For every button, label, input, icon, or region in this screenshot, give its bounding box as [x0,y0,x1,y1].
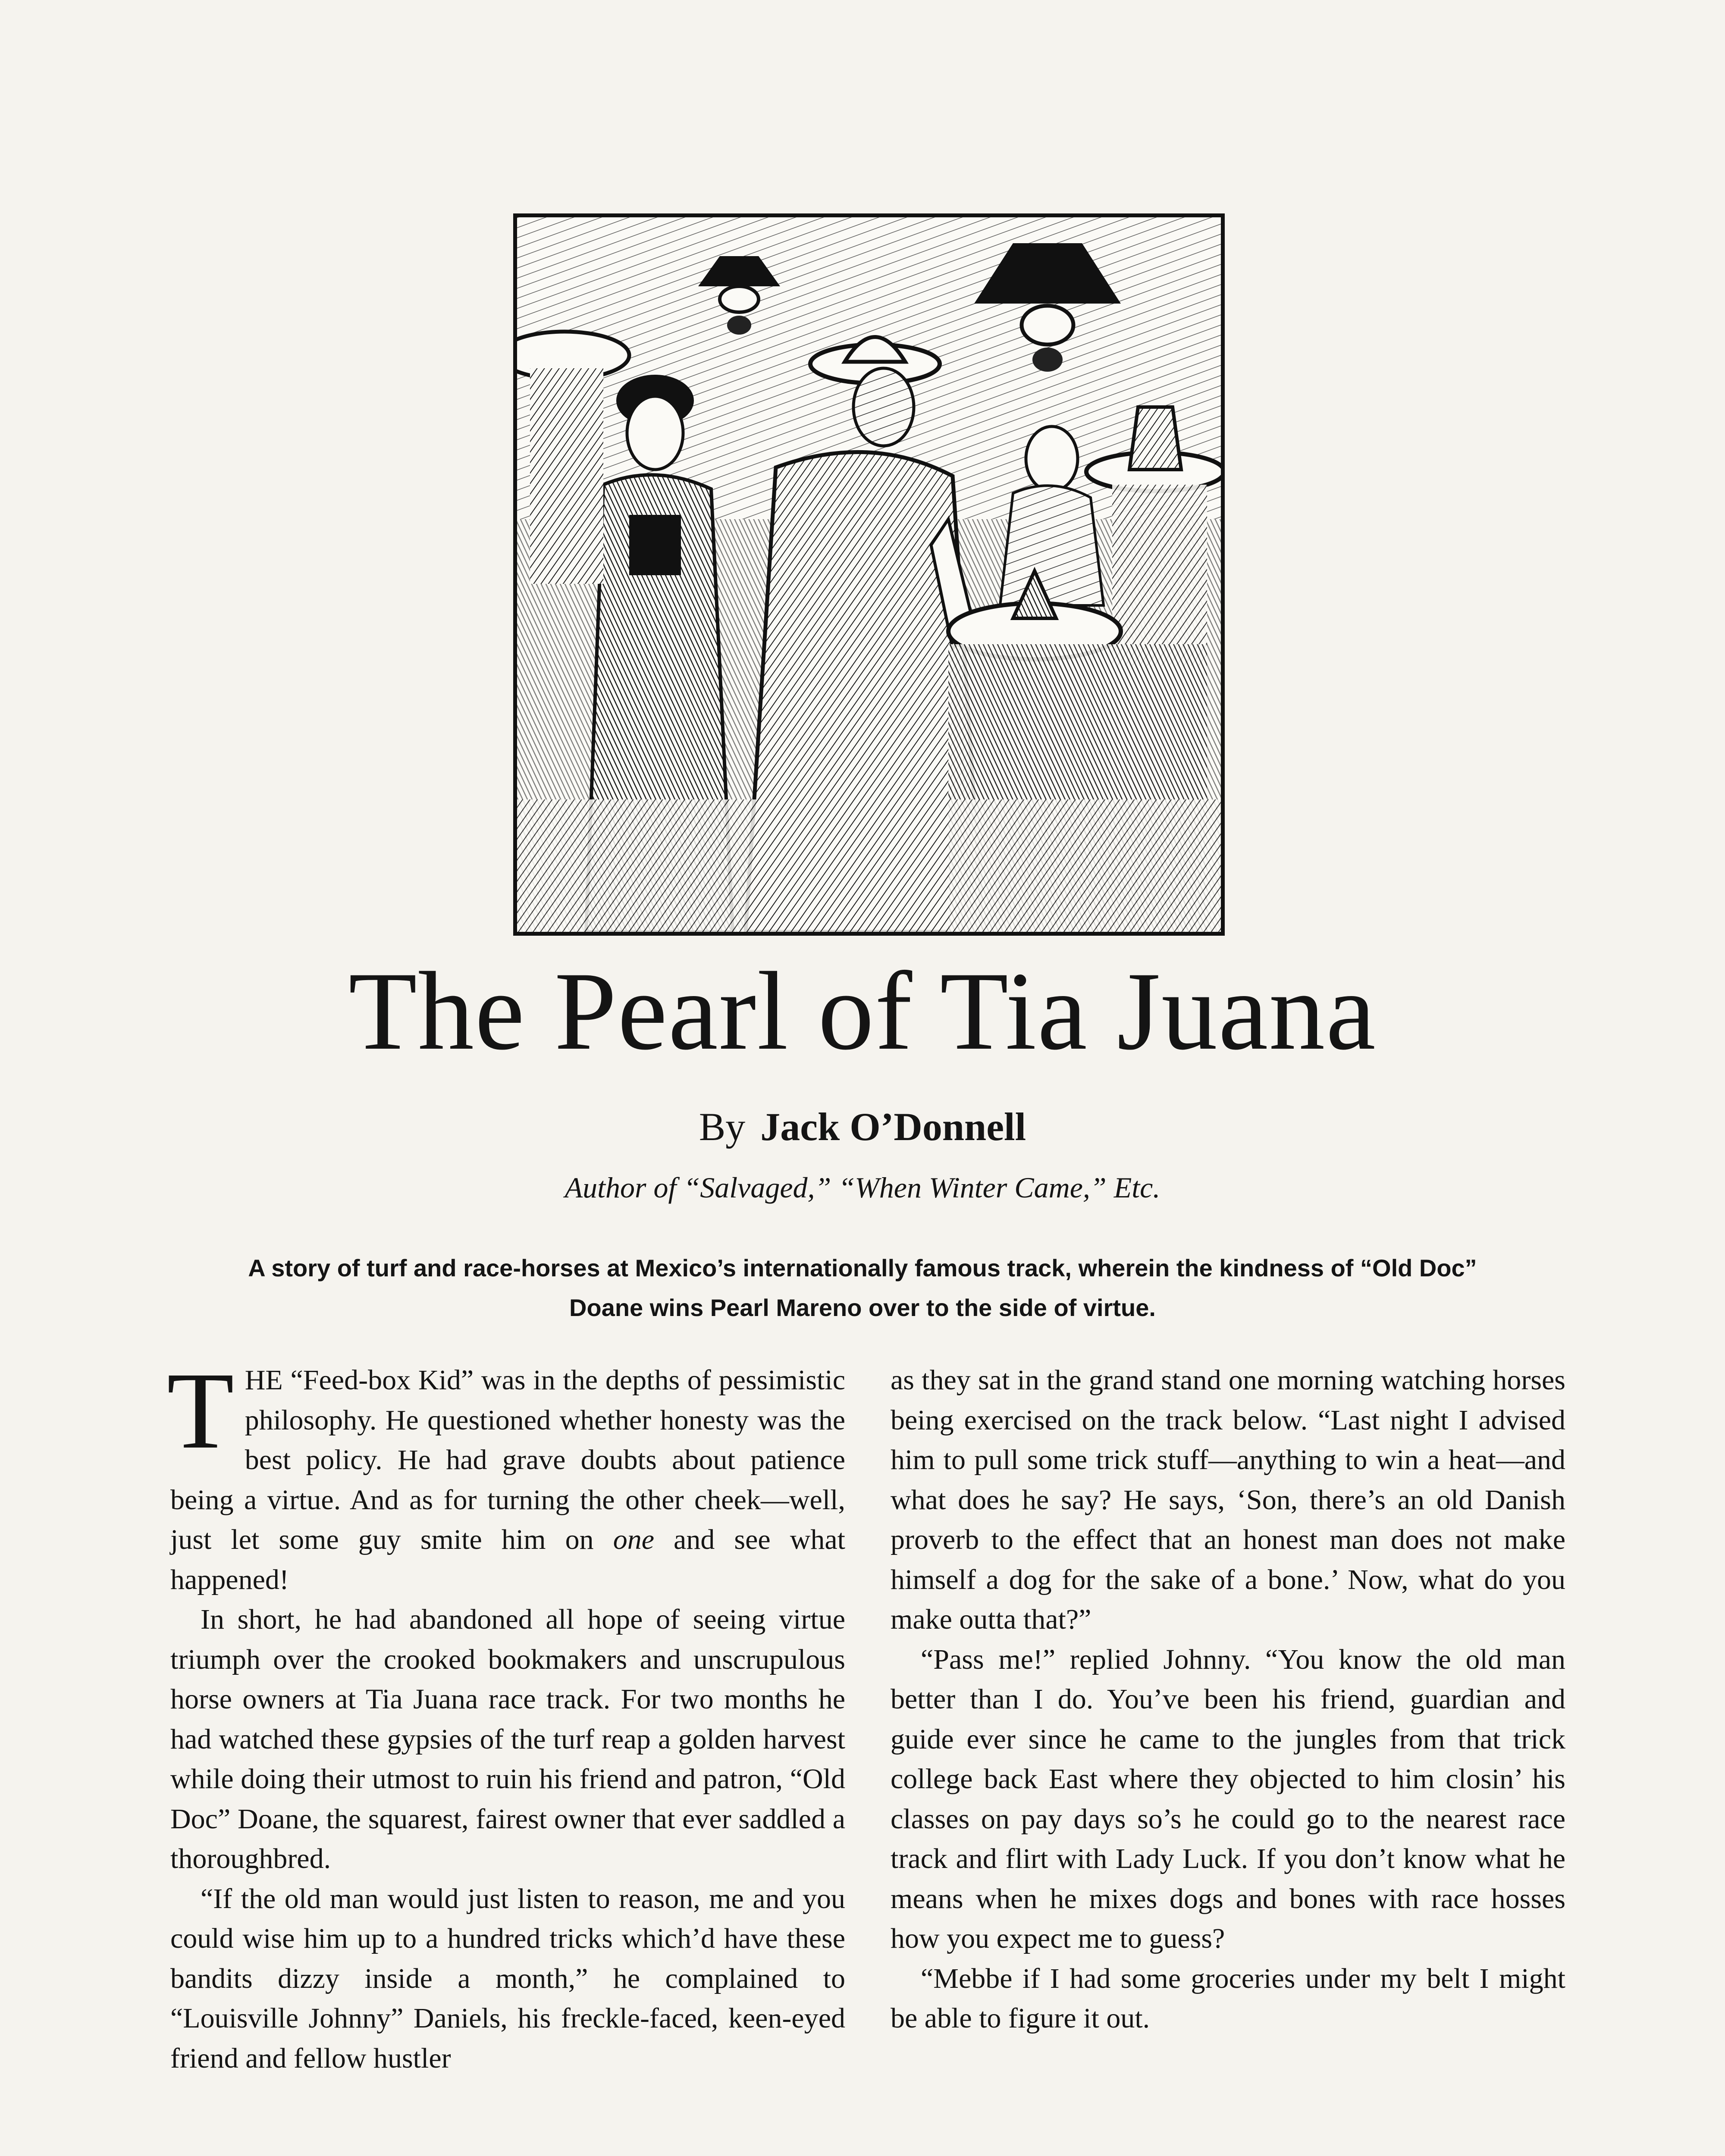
author-credits [0,1171,1725,1205]
byline-prefix: By [699,1105,746,1149]
illustration-drawing [517,217,1221,932]
text-column-left [167,1350,846,2078]
paragraph: “Mebbe if I had some groceries under my belt I might be able to figure it out. [891,1962,1565,2034]
author-previous-works: “Salvaged,” “When Winter Came,” [684,1171,1107,1204]
paragraph-text: and see what happened! [170,1524,846,1595]
text-column-right [891,1360,1565,2039]
paragraph: as they sat in the grand stand one morning watching horses being exercised on the track below. “Last night I advised him to pull some trick stuff—anything to win a heat—and what does he say? He says, ‘Son, there’s an old Danish proverb to the effect that an honest man does not make himself a dog for the sake of a bone.’ Now, what do you make outta that?” [891,1364,1565,1635]
author-credits-etc: Etc. [1113,1171,1160,1204]
byline [0,1104,1725,1150]
paragraph: In short, he had abandoned all hope of seeing virtue triumph over the crooked bookmakers and unscrupulous horse owners at Tia Juana race track. For two months he had watched these gypsies of the turf reap a golden harvest while doing their utmost to ruin his friend and patron, “Old Doc” Doane, the squarest, fairest owner that ever saddled a thoroughbred. [170,1604,845,1874]
story-blurb: A story of turf and race-horses at Mexico’s internationally famous track, wherein the kindness of “Old Doc” Doane wins Pearl Mareno over to the side of virtue. [248,1254,1477,1321]
author-of-label: Author of [565,1171,677,1204]
emphasis-text: one [613,1524,654,1555]
story-title: The Pearl of Tia Juana [348,949,1377,1073]
paragraph: “If the old man would just listen to reason, me and you could wise him up to a hundred tricks which’d have these bandits dizzy inside a month,” he complained to “Louisville Johnny” Daniels, his freckle-faced, keen-eyed friend and fellow hustler [170,1883,845,2074]
story-illustration [513,213,1225,936]
author-name: Jack O’Donnell [760,1105,1026,1149]
paragraph-text: HE “Feed-box Kid” was in the depths of pessimistic philosophy. He questioned whether honesty was the best policy. He had grave doubts about patience being a virtue. And as for turning the other cheek—well, just let some guy smite him on [170,1364,845,1555]
drop-cap: T [167,1350,234,1472]
paragraph: “Pass me!” replied Johnny. “You know the old man better than I do. You’ve been his friend, guardian and guide ever since he came to the jungles from that trick college back East where they objected to him closin’ his classes on pay days so’s he could go to the nearest race track and flirt with Lady Luck. If you don’t know what he means when he mixes dogs and bones with race hosses how you expect me to guess? [891,1643,1565,1954]
paragraph [167,1350,846,1600]
